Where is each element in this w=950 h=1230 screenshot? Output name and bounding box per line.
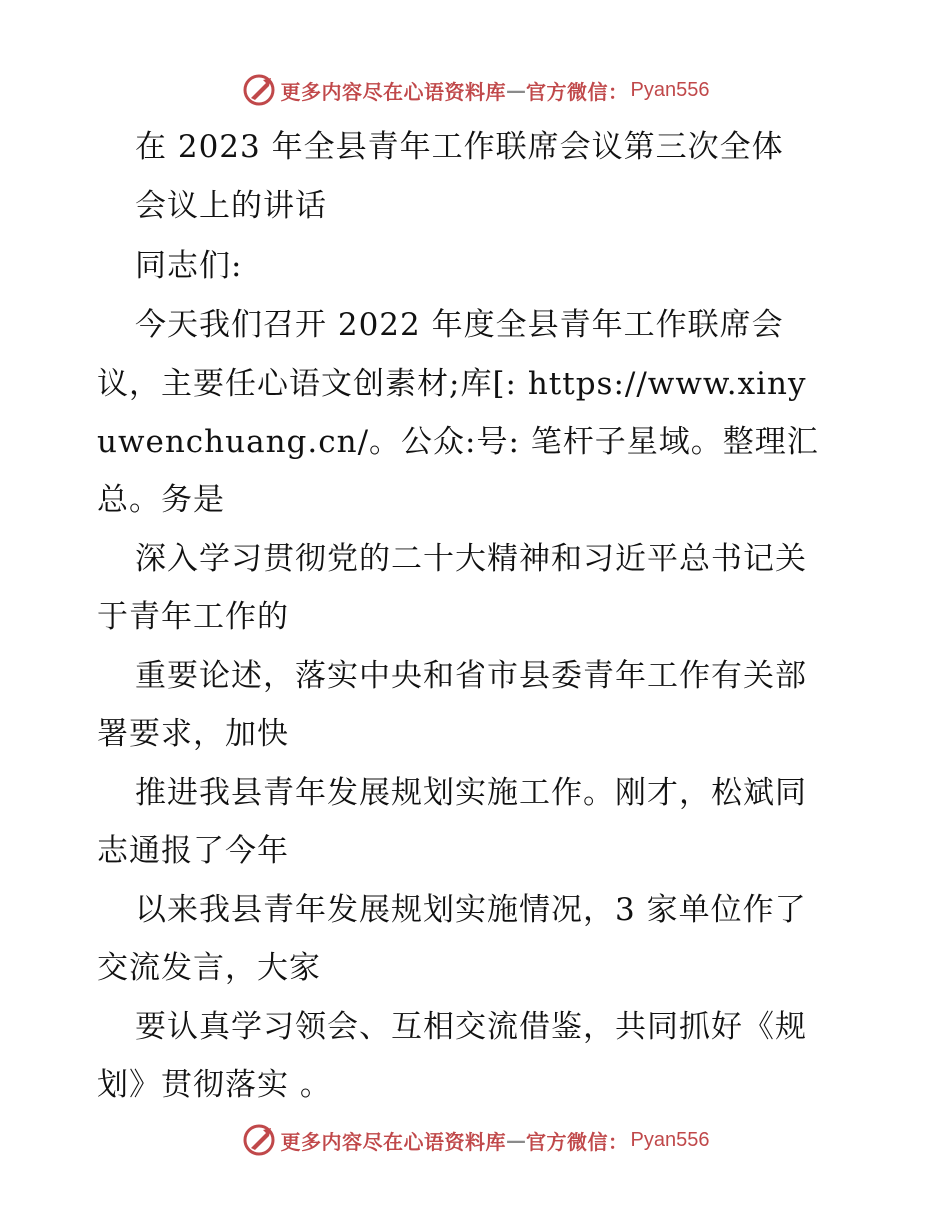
paragraph-line: 重要论述，落实中央和省市县委青年工作有关部	[135, 658, 807, 694]
paragraph-line: 总。务是	[97, 482, 225, 518]
watermark-site-text: 更多内容尽在心语资料库	[280, 79, 507, 104]
paragraph-line: 深入学习贯彻党的二十大精神和习近平总书记关	[135, 541, 807, 577]
document-title-line-1: 在 2023 年全县青年工作联席会议第三次全体	[135, 129, 784, 165]
watermark-wechat-id: Pyan556	[630, 78, 710, 101]
watermark-dash: —	[506, 1128, 527, 1152]
paragraph-line: 于青年工作的	[97, 599, 289, 635]
watermark-wechat-label: 官方微信：	[526, 79, 629, 104]
watermark-wechat-id: Pyan556	[630, 1128, 710, 1151]
paragraph-line: 议，主要任心语文创素材;库[: https://www.xiny	[97, 366, 807, 402]
paragraph-line: uwenchuang.cn/。公众:号: 笔杆子星域。整理汇	[97, 424, 819, 460]
watermark-wechat-label: 官方微信：	[526, 1129, 629, 1154]
paragraph-line: 志通报了今年	[97, 833, 289, 869]
paragraph-line: 今天我们召开 2022 年度全县青年工作联席会	[135, 307, 784, 343]
paragraph-line: 要认真学习领会、互相交流借鉴，共同抓好《规	[135, 1009, 807, 1045]
salutation: 同志们:	[135, 248, 243, 284]
document-title-line-2: 会议上的讲话	[135, 188, 327, 224]
watermark-site-text: 更多内容尽在心语资料库	[280, 1129, 507, 1154]
watermark-dash: —	[506, 78, 527, 102]
paragraph-line: 推进我县青年发展规划实施工作。刚才，松斌同	[135, 775, 807, 811]
paragraph-line: 以来我县青年发展规划实施情况，3 家单位作了	[135, 892, 807, 928]
paragraph-line: 划》贯彻落实 。	[97, 1067, 332, 1103]
footer-watermark	[0, 1122, 950, 1158]
paragraph-line: 交流发言，大家	[97, 950, 321, 986]
paragraph-line: 署要求，加快	[97, 716, 289, 752]
quill-pen-logo-icon	[241, 1122, 277, 1158]
